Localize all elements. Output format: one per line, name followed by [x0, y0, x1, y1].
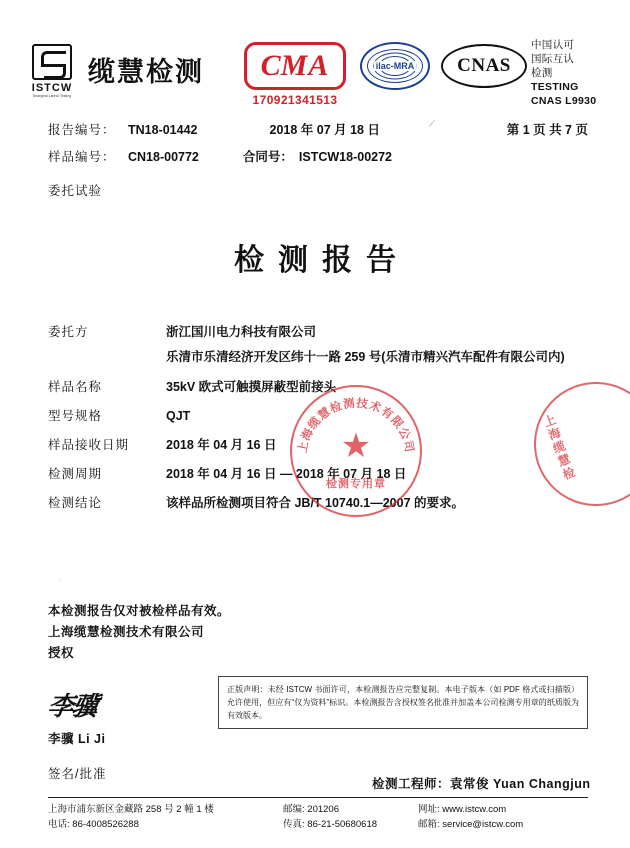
footer-email — [418, 817, 588, 832]
field-label-test-period: 检测周期 — [48, 467, 103, 481]
field-row-sample-name — [48, 377, 588, 395]
field-row-model — [48, 406, 588, 424]
cma-mark — [244, 42, 346, 107]
sample-no-label: 样品编号： — [48, 150, 116, 164]
cma-text: MA — [280, 49, 330, 82]
cma-prefix: C — [260, 49, 281, 82]
meta-row-sample-no — [48, 147, 588, 165]
footer-tel — [48, 817, 283, 832]
cnas-line1: 中国认可 — [531, 39, 575, 51]
scan-artifact-dot: . — [58, 572, 61, 582]
company-name-cn: 缆慧检测 — [88, 57, 204, 88]
test-engineer-label: 检测工程师： — [372, 777, 451, 791]
istcw-logo — [26, 44, 78, 98]
cnas-line4: TESTING — [531, 81, 579, 93]
field-value-conclusion: 该样品所检测项目符合 JB/T 10740.1—2007 的要求。 — [166, 496, 464, 510]
entrust-test-label: 委托试验 — [48, 184, 103, 198]
cnas-mark — [441, 44, 527, 88]
cma-box — [244, 42, 346, 90]
page-info: 第 1 页 共 7 页 — [506, 123, 588, 137]
istcw-abbr: ISTCW — [31, 82, 73, 94]
footer-line-2 — [48, 817, 588, 832]
footer-line-1 — [48, 802, 588, 817]
cnas-line3: 检测 — [531, 67, 553, 79]
footer-postcode-label: 邮编: — [283, 804, 305, 815]
field-row-test-period — [48, 464, 588, 482]
field-label-sample-name: 样品名称 — [48, 380, 103, 394]
cnas-text: CNAS — [457, 55, 511, 76]
signature-role-label: 签名/批准 — [48, 767, 107, 781]
scan-artifact-stroke: / — [427, 117, 436, 131]
note-line-3: 授权 — [48, 646, 75, 660]
istcw-english-name: Shanghai Lanhui Testing — [32, 94, 72, 98]
field-value-client: 浙江国川电力科技有限公司 — [166, 325, 317, 339]
cnas-oval-icon — [441, 44, 527, 88]
footer-website-value[interactable]: www.istcw.com — [442, 804, 507, 815]
field-row-client — [48, 322, 588, 340]
side-stamp-text: 上海缆慧检 — [540, 412, 578, 484]
field-row-receive-date — [48, 435, 588, 453]
contract-label: 合同号： — [242, 150, 293, 164]
svg-text:上海缆慧检测技术有限公司: 上海缆慧检测技术有限公司 — [294, 395, 418, 455]
page-title: 检测报告 — [234, 243, 410, 278]
footer-website-label: 网址: — [418, 804, 440, 815]
report-notes — [48, 601, 230, 664]
field-label-receive-date: 样品接收日期 — [48, 438, 130, 452]
test-engineer — [372, 774, 590, 792]
footer-fax-label: 传真: — [283, 819, 305, 830]
field-value-receive-date: 2018 年 04 月 16 日 — [166, 438, 277, 452]
document-header — [26, 22, 606, 107]
report-date: 2018 年 07 月 18 日 — [269, 123, 380, 137]
footer-fax — [283, 817, 418, 832]
footer-email-label: 邮箱: — [418, 819, 440, 830]
report-meta — [48, 117, 588, 174]
field-label-conclusion: 检测结论 — [48, 496, 103, 510]
stamp-bottom-text: 检测专用章 — [326, 478, 386, 490]
signature-area — [45, 686, 198, 782]
footer-postcode-value: 201206 — [307, 804, 339, 815]
footer-website — [418, 802, 588, 817]
footer-address: 上海市浦东新区金藏路 258 号 2 幢 1 楼 — [48, 804, 214, 815]
cnas-accreditation-text — [531, 38, 596, 108]
meta-row-report-no — [48, 117, 588, 138]
ilac-circle-icon — [360, 42, 430, 90]
report-no-value: TN18-01442 — [128, 123, 198, 137]
test-engineer-name: 袁常俊 Yuan Changjun — [450, 777, 591, 791]
field-label-model: 型号规格 — [48, 409, 103, 423]
footer-postcode — [283, 802, 418, 817]
cma-number: 170921341513 — [252, 93, 338, 107]
contract-no-value: ISTCW18-00272 — [298, 150, 393, 164]
field-value-client-address: 乐清市乐清经济开发区纬十一路 259 号(乐清市精兴汽车配件有限公司内) — [166, 350, 565, 364]
footer-tel-value: 86-4008526288 — [72, 819, 139, 830]
cnas-line2: 国际互认 — [531, 53, 575, 65]
signature-handwriting: 李骥 — [45, 692, 98, 721]
signature-name: 李骥 Li Ji — [48, 732, 106, 746]
report-no-label: 报告编号： — [48, 123, 116, 137]
footer-tel-label: 电话: — [48, 819, 70, 830]
ilac-mra-mark — [356, 42, 434, 90]
field-label-client: 委托方 — [48, 325, 89, 339]
field-value-model: QJT — [166, 409, 191, 423]
footer-divider — [48, 797, 588, 798]
footer-fax-value: 86-21-50680618 — [307, 819, 378, 830]
ilac-label: ilac-MRA — [375, 61, 415, 71]
field-row-conclusion — [48, 493, 588, 511]
field-value-sample-name: 35kV 欧式可触摸屏蔽型前接头 — [166, 380, 337, 394]
stamp-star-icon: ★ — [340, 426, 372, 465]
footer-email-value[interactable]: service@istcw.com — [442, 819, 524, 830]
istcw-mark-icon — [32, 44, 72, 80]
report-fields — [48, 322, 588, 522]
sample-no-value: CN18-00772 — [128, 150, 199, 164]
note-line-2: 上海缆慧检测技术有限公司 — [48, 625, 205, 639]
disclaimer-box: 正版声明：未经 ISTCW 书面许可，本检测报告应完整复制。本电子版本（如 PDF 格式或扫描版）允许使用，但应有“仅为资料”标识。本检测报告含授权签名批准并加盖本公司检测专用章的纸质版为有效版本。 — [218, 676, 588, 729]
document-footer — [48, 802, 588, 832]
note-line-1: 本检测报告仅对被检样品有效。 — [48, 604, 231, 618]
field-value-test-period: 2018 年 04 月 16 日 — 2018 年 07 月 18 日 — [166, 467, 407, 481]
cnas-line5: CNAS L9930 — [531, 95, 597, 107]
